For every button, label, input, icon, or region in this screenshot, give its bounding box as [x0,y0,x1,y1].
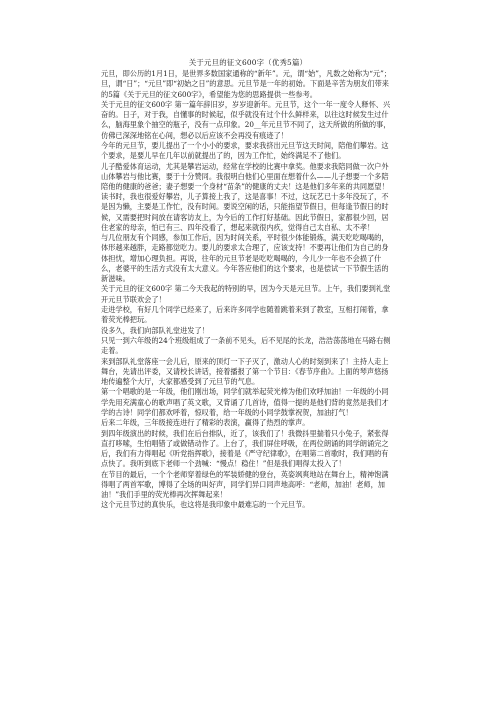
paragraph-essay2-line: 只见一到六年级的24个班级组成了一条前不见头，后不见尾的长龙，浩浩荡荡地在马路右侧走着。 [101,335,391,356]
paragraph-essay2-school: 走进学校，有好几个同学已经来了，后来许多同学也随着跳着来到了教室，互相打闹着，拿着荧光棒把玩。 [101,305,389,325]
paragraph-essay2-grade1: 第一个唱歌的是一年级，他们刚出场，同学们就举起荧光棒为他们欢呼加油！一年级的小同学先用充满童心的歌声唱了英文歌，又背诵了几首诗，值得一提的是他们背的竟然是我们才学的古诗！同学们都欢呼着，惊叹着，给一年级的小同学鼓掌祝贺，加油打气！ [101,387,389,417]
paragraph-essay1-climbing: 儿子酷爱体育运动，尤其是攀岩运动，经常在学校的比赛中拿奖。他要求我陪同做一次户外山体攀岩与他比赛，要于十分赞同。我很明白他们心里面在想着什么——儿子想要一个多陪陪他的健康的爸爸；妻子想要一个身材“苗条”的健康的丈夫！这是他们多年来的共同愿望！读书时，我也很爱好攀岩，儿子算接上我了，这是喜事！不过，这玩艺已十多年没玩了，不是因为懒，主要是工作忙，没有时间。要说空闲的话，只能指望节假日，但每逢节假日的时候，又需要把时间放在请客访友上，为今后的工作打好基础。因此节假日，家都很少回，居住老家的母亲，怕已有三、四年没看了，想起来就很内疚，觉得自己太自私、太不孝！ [101,161,389,232]
paragraph-essay2-grade23: 后来二年级，三年级接连进行了精彩的表演，赢得了热烈的掌声。 [101,418,310,428]
paragraph-essay2-grade4: 到四年级演出的时候，我们在后台排队，近了，该我们了！我微抖里揣着只小兔子，紧张得直打哆嗦，生怕唱错了或做错动作了。上台了，我们屏住呼吸，在两位朗诵的同学朗诵完之后，我们有力得唱起《听党指挥歌》，接着是《严守纪律歌》，在唱第二首歌时，我们唱的有点快了。我听到底下老师一个劲喊：“慢点！稳住！”但是我们唱得太投入了！ [101,428,389,469]
paragraph-essay1-reflection: 与几位朋友有个同感，参加工作后，因为时间关系，平时很少体能锻炼，满天吃吃喝喝的，体形越来越胖，走路都觉吃力。要儿的要求太合理了，应该支持！不要再让他们为自己的身体担忧，增加心理负担。再说，往年的元旦节老是吃吃喝喝的，今儿少一年也不会损了什么，老婆平的生活方式没有太大意义。今年答应他们的这个要求，也是偿试一下节假生活的新滋味。 [101,233,389,284]
paragraph-essay2-hall: 来到部队礼堂落座一会儿后，原来的顶灯一下子灭了，激动人心的时刻到来了！主持人走上舞台，先请出评委，又请校长讲话，接着播报了第一个节目：《春节序曲》。上面的琴声悠扬地传遍整个大厅，大家都感受到了元旦节的气息。 [101,356,389,386]
paragraph-essay1-request: 今年的元旦节，要儿提出了一个小小的要求，要求我挤出元旦节这天时间，陪他们攀岩。这个要求，是要儿早在几年以前就提出了的，因为工作忙，始终满足不了他们。 [101,141,389,161]
paragraph-essay2-depart: 没多久，我们向部队礼堂进发了！ [101,325,209,335]
document-title: 关于元旦的征文600字（优秀5篇） [188,58,308,67]
paragraph-essay2-heading: 关于元旦的征文600字 第二今天我起的特别的早，因为今天是元旦节。上午，我们要到礼堂开元旦节联欢会了！ [101,284,391,304]
paragraph-essay2-teachers: 在节目的最后，一个个老师穿着绿色的军装娇健的登台，英姿飒爽地站在舞台上，精神饱满得唱了两首军歌，博得了全场的叫好声，同学们异口同声地高呼：“老师，加油！老师，加油！”我们手里的荧光棒再次挥舞起来！ [101,469,389,499]
document-body [101,58,395,511]
paragraph-essay2-conclusion: 这个元旦节过的真快乐，也这将是我印象中最难忘的一个元旦节。 [101,500,310,510]
paragraph-intro: 元旦，即公历的1月1日，是世界多数国家通称的“新年”。元，谓“始”，凡数之始称为“元”；旦，谓“日”；“元旦”即“初始之日”的意思。元旦节是一年的初始。下面是辛苦为朋友们带来的5篇《关于元旦的征文600字》，希望能为您的思路提供一些参考。 [101,69,391,99]
paragraph-essay1-heading: 关于元旦的征文600字 第一篇年辞旧岁，岁岁迎新年。元旦节，这个一年一度令人释怀、兴奋的。日子，对于我，自懂事的时候起，似乎就没有过个什么鲜样来，以往这时候发生过什么，脑海里象个抽空的瓶子，没有一点印象。20__年元旦节不同了，这天所做的所做的事，仿佛已深深地铭在心间，想必以后应该不会再没有痕迹了！ [101,100,391,140]
